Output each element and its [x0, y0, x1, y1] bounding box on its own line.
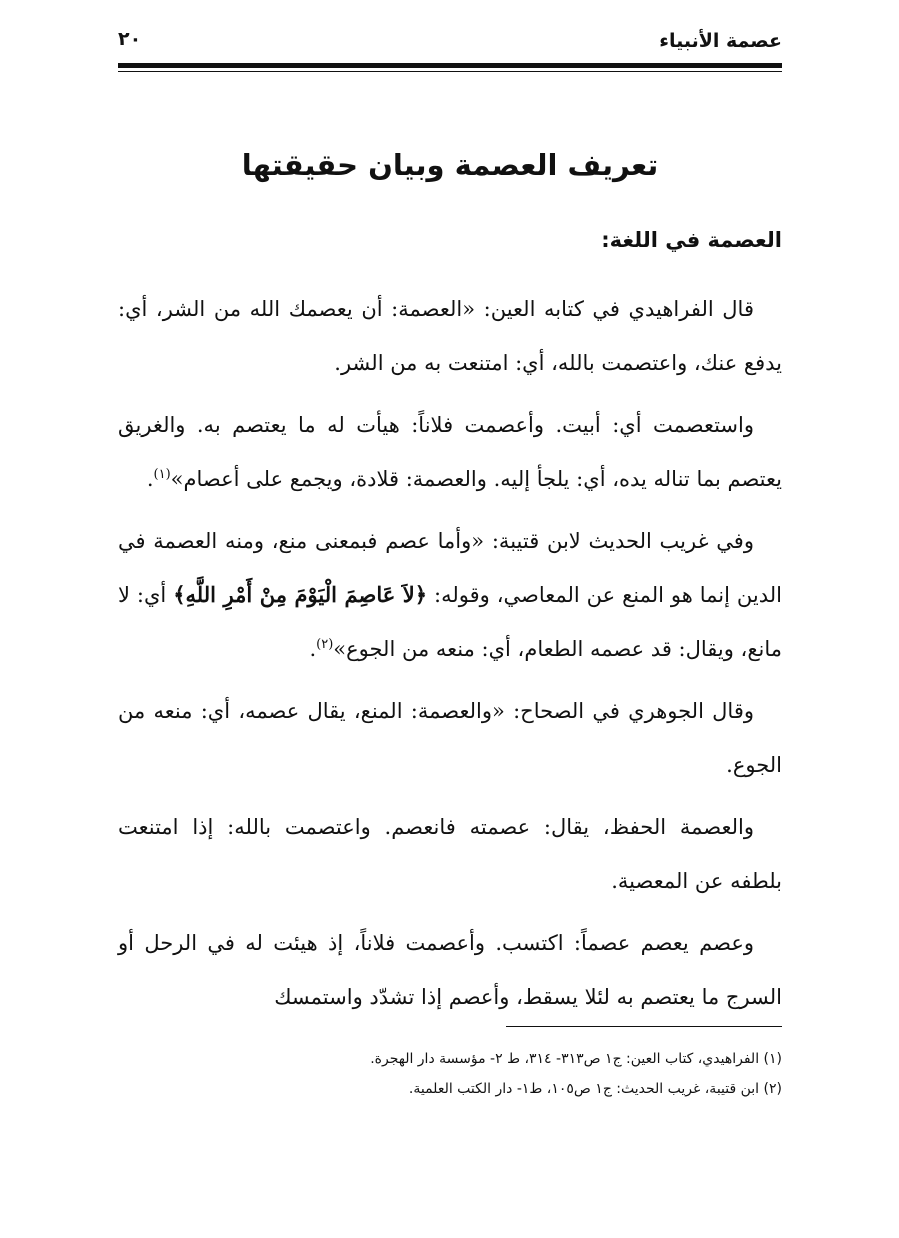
paragraph-text: أي: لا مانع، ويقال: قد عصمه الطعام، أي: منعه من الجوع»: [118, 583, 782, 661]
footnote: (١) الفراهيدي، كتاب العين: ج١ ص٣١٣- ٣١٤، ط ٢- مؤسسة دار الهجرة.: [370, 1051, 782, 1067]
footnote-separator: [506, 1026, 782, 1027]
paragraph: [118, 916, 782, 1024]
paragraph: [118, 514, 782, 676]
footnote-reference[interactable]: (١): [153, 467, 171, 482]
footnote-reference[interactable]: (٢): [316, 637, 334, 652]
paragraph: [118, 800, 782, 908]
header-rule-thin: [118, 71, 782, 72]
paragraph-end-punctuation: .: [146, 467, 154, 491]
section-heading: العصمة في اللغة:: [601, 228, 782, 252]
footnotes: [118, 1044, 782, 1104]
paragraph-text: وعصم يعصم عصماً: اكتسب. وأعصمت فلاناً، إذ هيئت له في الرحل أو السرج ما يعتصم به لئلا يسقط، وأعصم إذا تشدّد واستمسك: [118, 931, 782, 1009]
paragraph: [118, 282, 782, 390]
chapter-title: تعريف العصمة وبيان حقيقتها: [241, 148, 659, 182]
running-header-title: عصمة الأنبياء: [659, 30, 782, 52]
running-header: [118, 28, 782, 58]
paragraph: [118, 684, 782, 792]
header-rule-thick: [118, 63, 782, 68]
page-number: ٢٠: [118, 28, 142, 50]
footnote: (٢) ابن قتيبة، غريب الحديث: ج١ ص١٠٥، ط١- دار الكتب العلمية.: [408, 1081, 782, 1097]
paragraph: [118, 398, 782, 506]
paragraph-text: وقال الجوهري في الصحاح: «والعصمة: المنع، يقال عصمه، أي: منعه من الجوع.: [118, 699, 782, 777]
paragraph-text: قال الفراهيدي في كتابه العين: «العصمة: أن يعصمك الله من الشر، أي: يدفع عنك، واعتصمت بالله، أي: امتنعت به من الشر.: [118, 297, 782, 375]
quran-verse: ﴿لاَ عَاصِمَ الْيَوْمَ مِنْ أَمْرِ اللَّهِ﴾: [173, 582, 428, 607]
paragraph-text: والعصمة الحفظ، يقال: عصمته فانعصم. واعتصمت بالله: إذا امتنعت بلطفه عن المعصية.: [118, 815, 782, 893]
paragraph-text: وفي غريب الحديث لابن قتيبة: «وأما عصم فبمعنى منع، ومنه العصمة في الدين إنما هو المنع عن المعاصي، وقوله:: [118, 529, 782, 607]
paragraph-end-punctuation: .: [309, 637, 317, 661]
paragraph-text: واستعصمت أي: أبيت. وأعصمت فلاناً: هيأت له ما يعتصم به. والغريق يعتصم بما تناله يده، أي: يلجأ إليه. والعصمة: قلادة، ويجمع على أعصام»: [118, 413, 782, 491]
body-text: [118, 282, 782, 1032]
